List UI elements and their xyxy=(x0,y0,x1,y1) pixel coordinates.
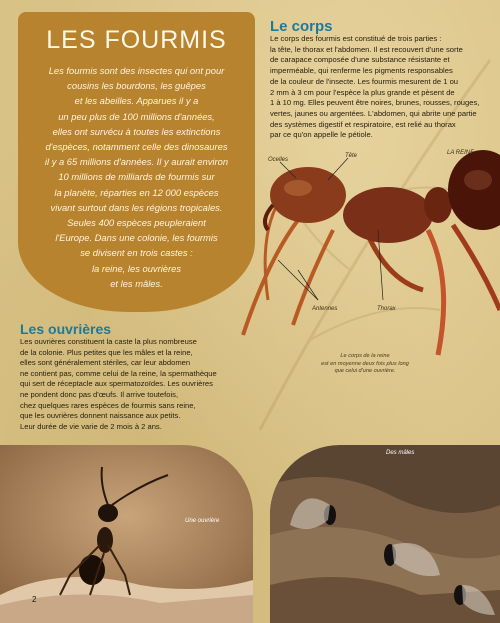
intro-line: et les abeilles. Apparues il y a xyxy=(74,95,199,107)
ouvrieres-line: Les ouvrières constituent la caste la plus nombreuse xyxy=(20,337,197,346)
males-caption: Des mâles xyxy=(386,450,415,456)
ouvrieres-line: chez quelques rares espèces de fourmis sans reine, xyxy=(20,400,196,410)
corps-line: par ce qu'on appelle le pétiole. xyxy=(270,130,373,140)
ouvrieres-line: elles sont généralement stériles, car leur abdomen xyxy=(20,358,191,368)
section-heading-corps: Le corps xyxy=(270,18,333,35)
intro-line: la planète, réparties en 12 000 espèces xyxy=(54,186,219,198)
intro-line: d'espèces, notamment celle des dinosaures xyxy=(45,141,228,153)
corps-line: vertes, jaunes ou argentées. L'abdomen, qui abrite une partie xyxy=(270,108,477,118)
corps-line: 2 mm à 3 cm pour l'espèce la plus grande et pèsent de xyxy=(270,87,455,97)
queen-ant-illustration xyxy=(238,150,500,370)
label-ocelles: Ocelles xyxy=(268,157,289,163)
ouvrieres-line: de la colonie. Plus petites que les mâles et la reine, xyxy=(20,347,193,357)
corps-paragraph xyxy=(270,34,498,141)
corps-line: des systèmes digestif et respiratoire, est relié au thorax xyxy=(270,119,456,129)
intro-paragraph xyxy=(24,63,249,291)
ouvrieres-line: qui sert de réceptacle aux spermatozoïdes. Les ouvrières xyxy=(20,379,213,389)
ouvrieres-line: ne contient pas, comme celui de la reine, la spermathèque xyxy=(20,368,217,378)
intro-line: il y a 65 millions d'années. Il y aurait environ xyxy=(44,156,229,168)
section-heading-ouvrieres: Les ouvrières xyxy=(20,321,112,337)
label-thorax: Thorax xyxy=(377,306,396,312)
intro-line: 10 millions de milliards de fourmis sur xyxy=(58,171,215,183)
intro-line: Seules 400 espèces peupleraient xyxy=(67,217,206,229)
intro-line: cousins les bourdons, les guêpes xyxy=(67,80,206,92)
corps-line: Le corps des fourmis est constitué de trois parties : xyxy=(270,34,442,43)
intro-line: vivant surtout dans les régions tropicales. xyxy=(50,201,223,213)
worker-ant-image xyxy=(0,445,253,623)
corps-line: imperméable, qui renferme les pigments responsables xyxy=(270,66,453,76)
queen-caption-line: est en moyenne deux fois plus long xyxy=(321,360,409,367)
ouvrieres-paragraph xyxy=(20,337,250,432)
queen-caption-line: que celui d'une ouvrière. xyxy=(334,368,396,374)
corps-line: de carapace composée d'une substance résistante et xyxy=(270,55,450,65)
males-photo xyxy=(270,445,500,623)
ouvrieres-line: que les ouvrières donnent naissance aux petits. xyxy=(20,411,181,421)
worker-caption: Une ouvrière xyxy=(185,518,220,524)
worker-ant-photo xyxy=(0,445,253,623)
label-antennes: Antennes xyxy=(312,306,338,312)
intro-line: Les fourmis sont des insectes qui ont pour xyxy=(48,65,225,76)
intro-line: l'Europe. Dans une colonie, les fourmis xyxy=(55,232,218,244)
queen-caption-line: Le corps de la reine xyxy=(340,353,390,359)
intro-line: elles ont survécu à toutes les extinctions xyxy=(52,125,221,137)
intro-line: et les mâles. xyxy=(110,277,163,289)
corps-line: 1 à 10 mg. Elles peuvent être noires, brunes, rousses, rouges, xyxy=(270,98,480,108)
corps-line: de la couleur de l'insecte. Les fourmis mesurent de 1 ou xyxy=(270,76,459,86)
page-number: 2 xyxy=(32,595,37,604)
page-title: LES FOURMIS xyxy=(46,26,227,54)
ouvrieres-line: Leur durée de vie varie de 2 mois à 2 ans. xyxy=(20,421,162,431)
label-reine: LA REINE xyxy=(447,150,475,156)
queen-caption xyxy=(305,353,425,376)
label-tete: Tête xyxy=(345,153,358,159)
intro-line: un peu plus de 100 millions d'années, xyxy=(58,110,215,122)
ouvrieres-line: ne pondent donc pas d'œufs. Il arrive toutefois, xyxy=(20,389,179,399)
intro-line: la reine, les ouvrières xyxy=(91,262,182,274)
intro-line: se divisent en trois castes : xyxy=(80,247,193,259)
males-image xyxy=(270,445,500,623)
corps-line: la tête, le thorax et l'abdomen. Il est recouvert d'une sorte xyxy=(270,44,463,54)
